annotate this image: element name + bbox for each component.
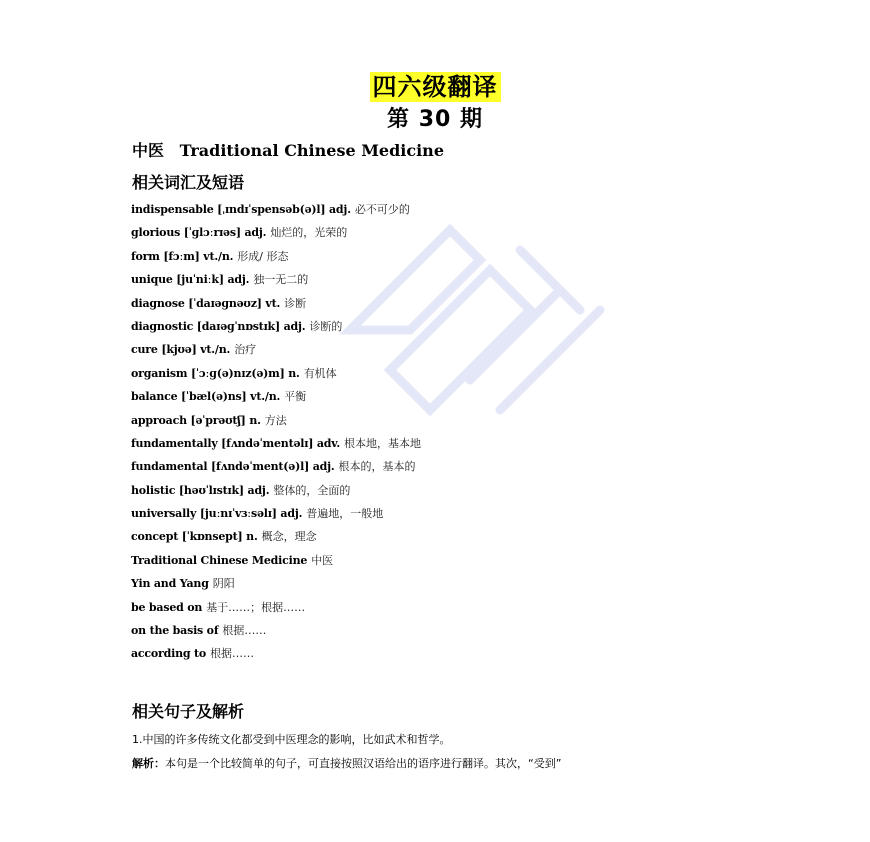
vocab-term: organism [ˈɔːɡ(ə)nɪz(ə)m] n. [131, 366, 300, 380]
analysis-text: 本句是一个比较简单的句子，可直接按照汉语给出的语序进行翻译。其次，“受到” [165, 757, 562, 770]
sentence-heading: 相关句子及解析 [132, 702, 245, 721]
vocab-meaning: 普遍地，一般地 [306, 507, 384, 521]
vocab-meaning: 阴阳 [212, 577, 235, 591]
vocab-meaning: 中医 [311, 553, 334, 567]
vocab-term: glorious [ˈɡlɔːrɪəs] adj. [131, 226, 267, 240]
vocab-term: indispensable [ˌɪndɪˈspensəb(ə)l] adj. [131, 203, 351, 216]
vocab-list [131, 198, 421, 666]
vocab-term: on the basis of [131, 624, 219, 638]
vocab-item [131, 268, 421, 291]
vocab-item [131, 198, 421, 221]
document-title: 四六级翻译 [370, 72, 501, 102]
issue-row [0, 106, 870, 134]
vocab-meaning: 诊断 [284, 296, 307, 310]
vocab-term: be based on [131, 600, 203, 614]
vocab-heading: 相关词汇及短语 [132, 173, 245, 192]
vocab-item [131, 572, 421, 595]
vocab-item [131, 338, 421, 361]
vocab-term: approach [əˈprəʊtʃ] n. [131, 413, 261, 427]
vocab-item [131, 502, 421, 525]
vocab-item [131, 245, 421, 268]
vocab-meaning: 有机体 [303, 366, 337, 380]
vocab-item [131, 549, 421, 572]
vocab-term: balance [ˈbæl(ə)ns] vt./n. [131, 390, 281, 404]
vocab-term: form [fɔːm] vt./n. [131, 249, 234, 263]
sentence-1: 1.中国的许多传统文化都受到中医理念的影响，比如武术和哲学。 [132, 733, 451, 746]
issue-number: 第 30 期 [387, 107, 483, 132]
topic-heading [132, 140, 444, 162]
vocab-item [131, 221, 421, 244]
vocab-term: diagnose [ˈdaɪəɡnəʊz] vt. [131, 296, 281, 310]
vocab-meaning: 平衡 [284, 390, 307, 404]
vocab-item [131, 455, 421, 478]
analysis-line [132, 756, 561, 772]
title-row [0, 72, 870, 102]
vocab-meaning: 形成/ 形态 [237, 249, 289, 263]
vocab-meaning: 诊断的 [309, 319, 343, 333]
vocab-item [131, 315, 421, 338]
topic-en: Traditional Chinese Medicine [179, 141, 444, 160]
vocab-meaning: 根本的，基本的 [338, 460, 416, 474]
vocab-item [131, 642, 421, 665]
vocab-item [131, 432, 421, 455]
vocab-meaning: 根据…… [210, 647, 255, 661]
vocab-term: diagnostic [daɪəɡˈnɒstɪk] adj. [131, 319, 306, 333]
vocab-meaning: 灿烂的，光荣的 [270, 226, 348, 240]
analysis-label: 解析： [132, 757, 165, 770]
vocab-term: Traditional Chinese Medicine [131, 553, 308, 567]
vocab-item [131, 385, 421, 408]
vocab-meaning: 整体的，全面的 [273, 483, 351, 497]
vocab-term: fundamentally [fʌndəˈmentəlɪ] adv. [131, 436, 340, 450]
vocab-term: according to [131, 647, 207, 661]
vocab-meaning: 治疗 [234, 343, 257, 357]
vocab-meaning: 独一无二的 [253, 273, 309, 287]
vocab-term: fundamental [fʌndəˈment(ə)l] adj. [131, 460, 335, 474]
vocab-term: unique [juˈniːk] adj. [131, 273, 250, 287]
vocab-item [131, 596, 421, 619]
topic-cn: 中医 [132, 141, 165, 160]
vocab-term: concept [ˈkɒnsept] n. [131, 530, 258, 544]
vocab-term: cure [kjʊə] vt./n. [131, 343, 231, 357]
vocab-meaning: 必不可少的 [354, 203, 410, 216]
vocab-meaning: 概念，理念 [261, 530, 317, 544]
vocab-meaning: 根本地，基本地 [344, 436, 421, 450]
vocab-item [131, 292, 421, 315]
vocab-term: holistic [həʊˈlɪstɪk] adj. [131, 483, 270, 497]
vocab-meaning: 方法 [264, 413, 287, 427]
vocab-meaning: 基于……；根据…… [206, 600, 306, 614]
vocab-item [131, 409, 421, 432]
vocab-item [131, 479, 421, 502]
vocab-term: Yin and Yang [131, 577, 209, 591]
vocab-item [131, 619, 421, 642]
vocab-meaning: 根据…… [222, 624, 267, 638]
vocab-item [131, 525, 421, 548]
vocab-item [131, 362, 421, 385]
vocab-term: universally [juːnɪˈvɜːsəlɪ] adj. [131, 507, 303, 521]
